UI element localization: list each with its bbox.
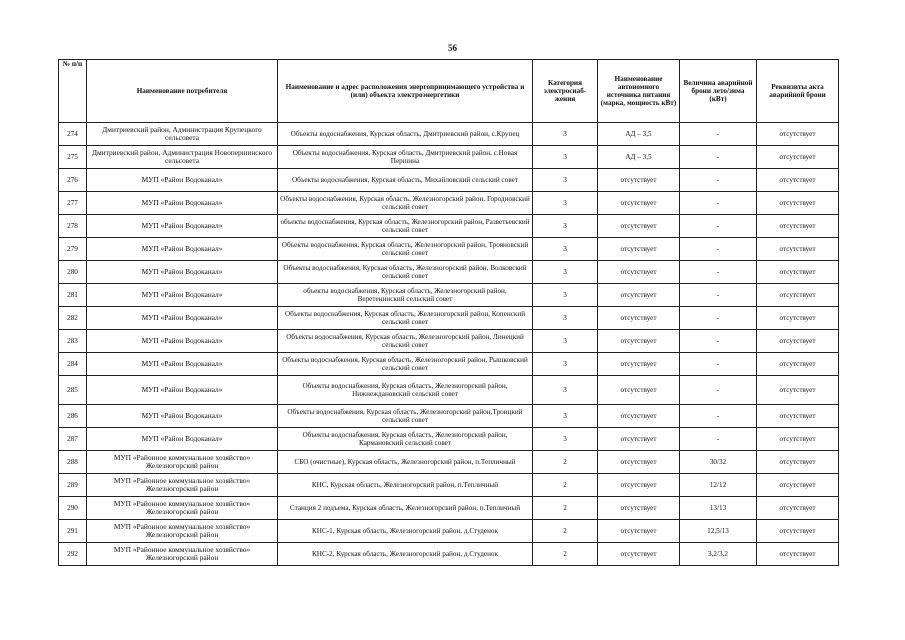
table-row <box>59 451 839 474</box>
table-row <box>59 497 839 520</box>
cell-category: 2 <box>533 474 598 497</box>
cell-object: Объекты водоснабжения, Курская область, Железногорский район, Волковский сельский совет <box>278 261 533 284</box>
cell-category: 3 <box>533 376 598 405</box>
cell-act: отсутствует <box>757 238 839 261</box>
header-category: Категория электроснаб-жения <box>533 60 598 123</box>
cell-act: отсутствует <box>757 123 839 146</box>
cell-object: Объекты водоснабжения, Курская область, Железногорский район, Кармановский сельский совет <box>278 428 533 451</box>
cell-object: Объекты водоснабжения, Курская область, Железногорский район, Трояновский сельский совет <box>278 238 533 261</box>
cell-act: отсутствует <box>757 215 839 238</box>
table-row <box>59 215 839 238</box>
cell-category: 3 <box>533 284 598 307</box>
cell-reserve: 12,5/13 <box>680 520 757 543</box>
table-row <box>59 146 839 169</box>
cell-object: КНС-1, Курская область, Железногорский район, д.Студенок <box>278 520 533 543</box>
cell-act: отсутствует <box>757 428 839 451</box>
cell-category: 3 <box>533 146 598 169</box>
cell-num: 282 <box>59 307 87 330</box>
cell-object: Объекты водоснабжения, Курская область, Железногорский район,Троицкий сельский совет <box>278 405 533 428</box>
cell-object: Станция 2 подъема, Курская область, Железногорский район, п.Тепличный <box>278 497 533 520</box>
cell-num: 290 <box>59 497 87 520</box>
page-number: 56 <box>448 43 457 53</box>
cell-num: 288 <box>59 451 87 474</box>
table-row <box>59 520 839 543</box>
cell-reserve: - <box>680 376 757 405</box>
table-row <box>59 307 839 330</box>
cell-act: отсутствует <box>757 146 839 169</box>
cell-category: 2 <box>533 520 598 543</box>
cell-category: 3 <box>533 123 598 146</box>
cell-object: объекты водоснабжения, Курская область, Железногорский район, Веретенинский сельский совет <box>278 284 533 307</box>
cell-category: 3 <box>533 261 598 284</box>
cell-consumer: МУП «Район Водоканал» <box>87 376 278 405</box>
cell-act: отсутствует <box>757 520 839 543</box>
cell-consumer: МУП «Район Водоканал» <box>87 307 278 330</box>
cell-consumer: МУП «Район Водоканал» <box>87 405 278 428</box>
cell-source: отсутствует <box>598 353 680 376</box>
cell-source: отсутствует <box>598 284 680 307</box>
cell-category: 3 <box>533 215 598 238</box>
cell-consumer: МУП «Район Водоканал» <box>87 428 278 451</box>
cell-object: КНС, Курская область, Железногорский район, п.Тепличный <box>278 474 533 497</box>
cell-num: 286 <box>59 405 87 428</box>
cell-object: Объекты водоснабжения, Курская область, Дмитриевский район, с.Крупец <box>278 123 533 146</box>
table-row <box>59 330 839 353</box>
cell-source: АД – 3,5 <box>598 146 680 169</box>
cell-object: Объекты водоснабжения, Курская область, Железногорский район, Линецкий сельский совет <box>278 330 533 353</box>
table-row <box>59 405 839 428</box>
table-row <box>59 192 839 215</box>
cell-num: 285 <box>59 376 87 405</box>
cell-category: 3 <box>533 307 598 330</box>
cell-source: отсутствует <box>598 428 680 451</box>
cell-source: отсутствует <box>598 261 680 284</box>
cell-source: отсутствует <box>598 376 680 405</box>
table-row <box>59 474 839 497</box>
cell-reserve: 12/12 <box>680 474 757 497</box>
cell-reserve: - <box>680 192 757 215</box>
cell-category: 2 <box>533 451 598 474</box>
cell-reserve: - <box>680 428 757 451</box>
cell-category: 2 <box>533 543 598 566</box>
header-source: Наименование автономного источника питания (марка, мощность кВт) <box>598 60 680 123</box>
cell-reserve: - <box>680 146 757 169</box>
cell-source: отсутствует <box>598 451 680 474</box>
cell-act: отсутствует <box>757 192 839 215</box>
cell-reserve: - <box>680 123 757 146</box>
cell-source: отсутствует <box>598 474 680 497</box>
cell-num: 279 <box>59 238 87 261</box>
cell-reserve: - <box>680 307 757 330</box>
cell-source: отсутствует <box>598 307 680 330</box>
cell-category: 3 <box>533 192 598 215</box>
cell-reserve: - <box>680 405 757 428</box>
cell-object: Объекты водоснабжения, Курская область, Железногорский район, Копенский сельский совет <box>278 307 533 330</box>
table-row <box>59 123 839 146</box>
cell-source: АД – 3,5 <box>598 123 680 146</box>
cell-consumer: МУП «Районное коммунальное хозяйство» Железногорский район <box>87 543 278 566</box>
cell-num: 284 <box>59 353 87 376</box>
table-row <box>59 543 839 566</box>
cell-object: Объекты водоснабжения, Курская область, Железногорский район, Нижнеждановский сельский совет <box>278 376 533 405</box>
cell-consumer: МУП «Район Водоканал» <box>87 330 278 353</box>
table-row <box>59 428 839 451</box>
cell-object: СБО (очистные), Курская область, Железногорский район, п.Тепличный <box>278 451 533 474</box>
cell-consumer: Дмитриевский район, Администрация Крупецкого сельсовета <box>87 123 278 146</box>
cell-consumer: МУП «Районное коммунальное хозяйство» Железногорский район <box>87 520 278 543</box>
cell-act: отсутствует <box>757 284 839 307</box>
table-row <box>59 353 839 376</box>
header-object: Наименование и адрес расположения энергопринимающего устройства и (или) объекта электроэнергетики <box>278 60 533 123</box>
cell-act: отсутствует <box>757 353 839 376</box>
cell-reserve: 30/32 <box>680 451 757 474</box>
cell-category: 3 <box>533 330 598 353</box>
cell-reserve: 3,2/3,2 <box>680 543 757 566</box>
emergency-reserve-table <box>58 59 839 566</box>
cell-num: 281 <box>59 284 87 307</box>
cell-num: 277 <box>59 192 87 215</box>
cell-num: 292 <box>59 543 87 566</box>
cell-consumer: МУП «Район Водоканал» <box>87 261 278 284</box>
cell-act: отсутствует <box>757 451 839 474</box>
cell-category: 3 <box>533 353 598 376</box>
cell-reserve: - <box>680 330 757 353</box>
cell-object: Объекты водоснабжения, Курская область, Михайловский сельский совет <box>278 169 533 192</box>
cell-num: 291 <box>59 520 87 543</box>
cell-object: Объекты водоснабжения, Курская область, Дмитриевский район, с.Новая Першина <box>278 146 533 169</box>
cell-act: отсутствует <box>757 330 839 353</box>
cell-source: отсутствует <box>598 543 680 566</box>
cell-consumer: МУП «Районное коммунальное хозяйство» Железногорский район <box>87 474 278 497</box>
cell-consumer: МУП «Район Водоканал» <box>87 169 278 192</box>
cell-category: 2 <box>533 497 598 520</box>
cell-object: КНС-2, Курская область, Железногорский район, д.Студенок <box>278 543 533 566</box>
cell-source: отсутствует <box>598 238 680 261</box>
cell-object: Объекты водоснабжения, Курская область, Железногорский район, Рышковский сельский совет <box>278 353 533 376</box>
cell-consumer: МУП «Район Водоканал» <box>87 215 278 238</box>
header-num: № п/п <box>59 60 87 123</box>
cell-act: отсутствует <box>757 497 839 520</box>
cell-reserve: 13/13 <box>680 497 757 520</box>
cell-reserve: - <box>680 284 757 307</box>
cell-source: отсутствует <box>598 330 680 353</box>
table-row <box>59 376 839 405</box>
cell-num: 289 <box>59 474 87 497</box>
header-consumer: Наименование потребителя <box>87 60 278 123</box>
cell-reserve: - <box>680 353 757 376</box>
cell-source: отсутствует <box>598 192 680 215</box>
table-row <box>59 284 839 307</box>
cell-consumer: МУП «Районное коммунальное хозяйство» Железногорский район <box>87 497 278 520</box>
table-header-row <box>59 60 839 123</box>
cell-consumer: МУП «Район Водоканал» <box>87 238 278 261</box>
cell-source: отсутствует <box>598 215 680 238</box>
cell-num: 274 <box>59 123 87 146</box>
cell-num: 283 <box>59 330 87 353</box>
cell-reserve: - <box>680 238 757 261</box>
cell-object: Объекты водоснабжения, Курская область, Железногорский район, Городновский сельский совет <box>278 192 533 215</box>
cell-reserve: - <box>680 215 757 238</box>
cell-category: 3 <box>533 405 598 428</box>
cell-category: 3 <box>533 428 598 451</box>
cell-source: отсутствует <box>598 497 680 520</box>
cell-num: 275 <box>59 146 87 169</box>
cell-num: 278 <box>59 215 87 238</box>
cell-source: отсутствует <box>598 520 680 543</box>
cell-act: отсутствует <box>757 169 839 192</box>
cell-act: отсутствует <box>757 405 839 428</box>
header-act: Реквизиты акта аварийной брони <box>757 60 839 123</box>
table-row <box>59 261 839 284</box>
table-row <box>59 238 839 261</box>
table-row <box>59 169 839 192</box>
cell-consumer: МУП «Район Водоканал» <box>87 284 278 307</box>
cell-act: отсутствует <box>757 261 839 284</box>
cell-object: объекты водоснабжения, Курская область, Железногорский район, Разветьевский сельский совет <box>278 215 533 238</box>
table-body <box>59 123 839 566</box>
cell-num: 280 <box>59 261 87 284</box>
cell-consumer: МУП «Район Водоканал» <box>87 353 278 376</box>
cell-act: отсутствует <box>757 307 839 330</box>
cell-consumer: МУП «Районное коммунальное хозяйство» Железногорский район <box>87 451 278 474</box>
cell-source: отсутствует <box>598 169 680 192</box>
cell-num: 287 <box>59 428 87 451</box>
cell-act: отсутствует <box>757 474 839 497</box>
cell-num: 276 <box>59 169 87 192</box>
cell-category: 3 <box>533 169 598 192</box>
header-reserve: Величина аварийной брони лето/зима (кВт) <box>680 60 757 123</box>
cell-consumer: Дмитриевский район, Администрация Новопершинского сельсовета <box>87 146 278 169</box>
cell-source: отсутствует <box>598 405 680 428</box>
cell-reserve: - <box>680 169 757 192</box>
cell-category: 3 <box>533 238 598 261</box>
cell-act: отсутствует <box>757 376 839 405</box>
cell-consumer: МУП «Район Водоканал» <box>87 192 278 215</box>
cell-reserve: - <box>680 261 757 284</box>
cell-act: отсутствует <box>757 543 839 566</box>
